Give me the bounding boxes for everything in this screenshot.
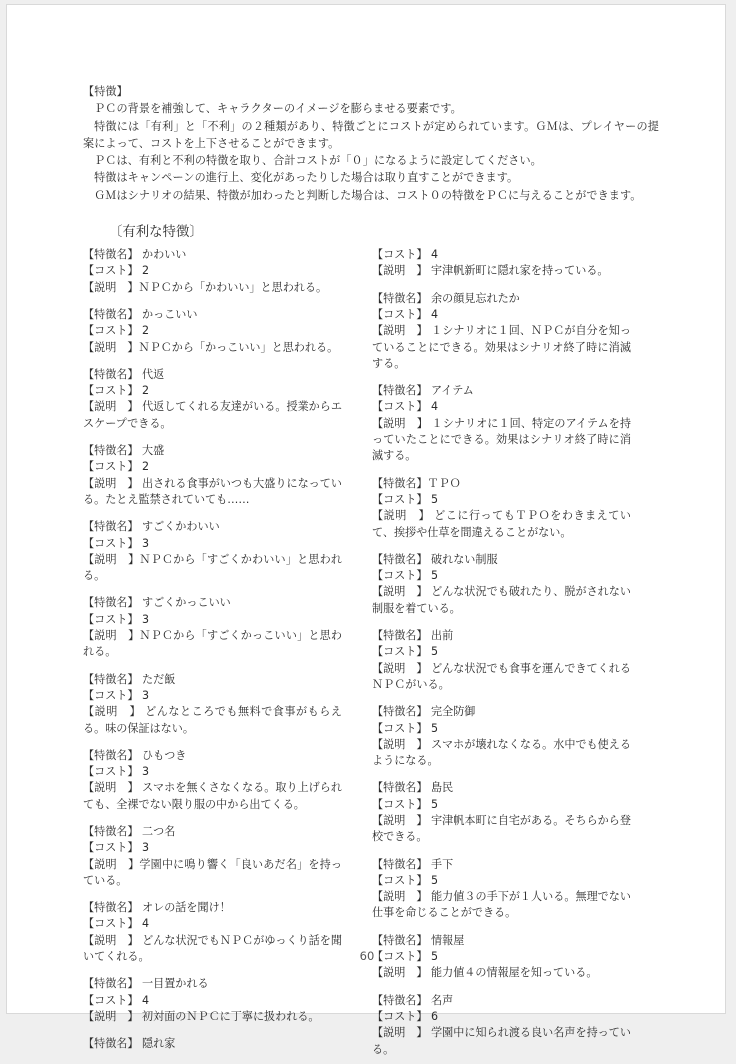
feature-name xyxy=(372,933,631,949)
feature-cost-value: 5 xyxy=(431,950,439,964)
feature-cost-label: 【コスト】 xyxy=(83,688,142,702)
feature-desc-value: ＮＰＣから「すごくかわいい」と思われる。 xyxy=(83,552,342,583)
feature-name-label: 【特徴名】 xyxy=(372,933,431,947)
feature-name xyxy=(83,900,342,916)
feature-cost-label: 【コスト】 xyxy=(83,993,142,1007)
feature-desc-label: 【説明 】 xyxy=(372,966,431,980)
feature-cost-label: 【コスト】 xyxy=(372,645,431,659)
feature-name xyxy=(83,519,342,535)
feature-cost xyxy=(372,873,631,889)
feature-desc xyxy=(372,661,631,694)
feature-cost-value: 3 xyxy=(142,536,150,550)
feature-desc xyxy=(372,323,631,372)
feature-cost xyxy=(372,721,631,737)
feature-cost-value: 5 xyxy=(431,721,439,735)
feature-entry xyxy=(372,993,631,1058)
feature-name xyxy=(83,748,342,764)
feature-desc xyxy=(372,1025,631,1058)
feature-cost xyxy=(372,307,631,323)
feature-name xyxy=(372,383,631,399)
feature-desc xyxy=(83,280,342,296)
feature-name xyxy=(83,1036,342,1052)
feature-cost-value: 4 xyxy=(431,307,439,321)
feature-cost-value: 2 xyxy=(142,324,150,338)
feature-cost-value: 5 xyxy=(431,569,439,583)
feature-name xyxy=(372,780,631,796)
feature-desc-label: 【説明 】 xyxy=(83,629,140,643)
feature-entry xyxy=(83,824,342,889)
feature-desc-value: スマホを無くさなくなる。取り上げられても、全裸でない限り服の中から出てくる。 xyxy=(83,781,343,811)
feature-desc xyxy=(83,340,342,356)
feature-entry xyxy=(372,857,631,922)
feature-name-label: 【特徴名】 xyxy=(83,1037,142,1051)
feature-cost-label: 【コスト】 xyxy=(372,307,431,321)
feature-cost-label: 【コスト】 xyxy=(83,917,142,931)
feature-desc-label: 【説明 】 xyxy=(372,264,431,278)
feature-cost-label: 【コスト】 xyxy=(372,1009,431,1023)
feature-desc-value: １シナリオに１回、ＮＰＣが自分を知っていることにできる。効果はシナリオ終了時に消滅する。 xyxy=(372,324,631,370)
feature-cost xyxy=(372,568,631,584)
feature-desc-value: ＮＰＣから「かっこいい」と思われる。 xyxy=(138,340,339,354)
feature-cost xyxy=(372,797,631,813)
feature-desc-value: どんな状況でもＮＰＣがゆっくり話を聞いてくれる。 xyxy=(83,933,342,964)
feature-cost xyxy=(83,383,342,399)
feature-name-value: 手下 xyxy=(431,857,454,871)
feature-name xyxy=(83,367,342,383)
feature-name-value: アイテム xyxy=(431,384,474,398)
feature-name-label: 【特徴名】 xyxy=(83,901,142,915)
feature-name-label: 【特徴名】 xyxy=(372,993,431,1007)
feature-name xyxy=(372,993,631,1009)
feature-desc xyxy=(372,889,631,922)
feature-cost-value: 3 xyxy=(142,841,150,855)
feature-name-label: 【特徴名】 xyxy=(83,672,142,686)
feature-desc xyxy=(83,552,342,585)
feature-desc-value: ＮＰＣから「かわいい」と思われる。 xyxy=(138,280,328,294)
feature-desc-label: 【説明 】 xyxy=(83,552,140,566)
feature-cost xyxy=(83,536,342,552)
feature-entry xyxy=(372,291,631,372)
feature-name-label: 【特徴名】 xyxy=(83,520,142,534)
feature-name-label: 【特徴名】 xyxy=(372,384,431,398)
feature-name-label: 【特徴名】 xyxy=(372,705,431,719)
feature-cost-value: 5 xyxy=(431,797,439,811)
feature-name-label: 【特徴名】 xyxy=(83,977,142,991)
feature-cost-value: 6 xyxy=(431,1009,439,1023)
intro-paragraph-3: ＰＣは、有利と不利の特徴を取り、合計コストが「０」になるように設定してください。 xyxy=(94,154,542,168)
feature-cost xyxy=(83,840,342,856)
feature-cost-value: 3 xyxy=(142,688,150,702)
feature-entry xyxy=(83,595,342,660)
feature-name xyxy=(83,824,342,840)
feature-name-label: 【特徴名】 xyxy=(372,552,431,566)
intro-paragraph-4: 特徴はキャンペーンの進行上、変化があったりした場合は取り直すことができます。 xyxy=(94,171,519,185)
feature-name-value: すごくかっこいい xyxy=(142,596,231,610)
feature-cost xyxy=(83,993,342,1009)
feature-desc-label: 【説明 】 xyxy=(83,340,139,354)
feature-name-value: すごくかわいい xyxy=(142,520,220,534)
feature-desc-value: 宇津帆新町に隠れ家を持っている。 xyxy=(431,264,609,278)
feature-entry xyxy=(83,672,342,737)
feature-name-value: 完全防御 xyxy=(431,705,476,719)
feature-name-label: 【特徴名】 xyxy=(83,824,142,838)
feature-name xyxy=(372,552,631,568)
feature-name-label: 【特徴名】 xyxy=(83,248,142,262)
intro-paragraph-1: ＰＣの背景を補強して、キャラクターのイメージを膨らませる要素です。 xyxy=(94,102,462,116)
feature-name-value: 二つ名 xyxy=(142,824,176,838)
feature-desc xyxy=(372,508,631,541)
column-right xyxy=(372,247,631,1063)
feature-cost xyxy=(83,764,342,780)
feature-cost-value: 5 xyxy=(431,492,439,506)
feature-cost-value: 2 xyxy=(142,264,150,278)
feature-desc xyxy=(372,584,631,617)
feature-cost-label: 【コスト】 xyxy=(83,324,142,338)
feature-name-label: 【特徴名】 xyxy=(83,444,142,458)
feature-name-value: 隠れ家 xyxy=(142,1037,176,1051)
feature-cost-label: 【コスト】 xyxy=(83,536,142,550)
two-column-body xyxy=(83,247,659,1063)
feature-desc-value: どこに行ってもＴＰＯをわきまえていて、挨拶や仕草を間違えることがない。 xyxy=(372,509,631,539)
feature-desc-label: 【説明 】 xyxy=(372,1026,432,1040)
feature-desc xyxy=(372,965,631,981)
feature-name-value: 一目置かれる xyxy=(142,977,209,991)
feature-desc-value: どんな状況でも食事を運んできてくれるＮＰＣがいる。 xyxy=(372,661,631,691)
feature-name-value: かわいい xyxy=(142,248,187,262)
intro-paragraph-5: ＧＭはシナリオの結果、特徴が加わったと判断した場合は、コスト０の特徴をＰＣに与えることができます。 xyxy=(94,188,642,202)
feature-name-value: 出前 xyxy=(431,629,454,643)
feature-name-value: ＴＰＯ xyxy=(427,476,461,490)
feature-entry xyxy=(83,519,342,584)
feature-name xyxy=(83,307,342,323)
feature-desc-value: 宇津帆本町に自宅がある。そちらから登校できる。 xyxy=(372,813,631,844)
feature-desc-value: ＮＰＣから「すごくかっこいい」と思われる。 xyxy=(83,629,342,659)
document-page xyxy=(6,4,726,1056)
feature-name xyxy=(83,976,342,992)
feature-cost xyxy=(83,916,342,932)
feature-cost-label: 【コスト】 xyxy=(83,384,142,398)
feature-entry xyxy=(372,383,631,464)
feature-desc-value: 代返してくれる友達がいる。授業からエスケープできる。 xyxy=(83,400,342,430)
page-content xyxy=(83,83,659,1064)
feature-entry xyxy=(372,476,631,541)
feature-name-value: 島民 xyxy=(431,781,454,795)
feature-name-label: 【特徴名】 xyxy=(372,629,431,643)
feature-desc-label: 【説明 】 xyxy=(372,324,432,338)
feature-desc xyxy=(83,704,342,737)
feature-entry xyxy=(372,552,631,617)
feature-desc xyxy=(372,263,631,279)
feature-name-label: 【特徴名】 xyxy=(372,857,431,871)
page-number: 60 xyxy=(359,949,375,963)
feature-cost xyxy=(372,644,631,660)
feature-cost-label: 【コスト】 xyxy=(83,841,142,855)
feature-cost-value: 3 xyxy=(142,765,150,779)
feature-desc xyxy=(83,780,342,813)
feature-desc xyxy=(83,1009,342,1025)
feature-desc-value: 能力値３の手下が１人いる。無理でない仕事を命じることができる。 xyxy=(372,890,631,920)
feature-cost-value: 5 xyxy=(431,873,439,887)
feature-cost xyxy=(372,399,631,415)
feature-entry-fragment xyxy=(83,1036,342,1052)
feature-desc xyxy=(372,416,631,465)
feature-cost-label: 【コスト】 xyxy=(372,950,431,964)
feature-name-value: 大盛 xyxy=(142,444,165,458)
feature-desc-value: 出される食事がいつも大盛りになっている。たとえ監禁されていても…… xyxy=(83,476,342,506)
feature-entry xyxy=(372,628,631,693)
feature-cost-label: 【コスト】 xyxy=(83,264,142,278)
intro-paragraph-2: 特徴には「有利」と「不利」の２種類があり、特徴ごとにコストが定められています。ＧＭは、プレイヤーの提案によって、コストを上下させることができます。 xyxy=(83,119,659,150)
feature-entry xyxy=(372,780,631,845)
feature-cost xyxy=(83,263,342,279)
feature-entry xyxy=(83,443,342,508)
feature-name-value: 破れない制服 xyxy=(431,552,498,566)
feature-entry xyxy=(83,307,342,356)
feature-desc-value: 学園中に鳴り響く「良いあだ名」を持っている。 xyxy=(83,857,342,887)
feature-name-label: 【特徴名】 xyxy=(83,367,142,381)
feature-name xyxy=(372,704,631,720)
intro-heading: 【特徴】 xyxy=(83,85,128,98)
feature-name-label: 【特徴名】 xyxy=(83,596,142,610)
feature-cost xyxy=(372,247,631,263)
feature-desc-value: どんなところでも無料で食事がもらえる。味の保証はない。 xyxy=(83,705,342,735)
feature-entry-fragment xyxy=(372,247,631,280)
feature-desc-value: 学園中に知られ渡る良い名声を持っている。 xyxy=(372,1026,631,1056)
feature-entry xyxy=(83,976,342,1025)
feature-desc-value: スマホが壊れなくなる。水中でも使えるようになる。 xyxy=(372,737,632,768)
feature-cost-value: 4 xyxy=(142,993,150,1007)
feature-desc-label: 【説明 】 xyxy=(372,813,432,827)
feature-cost-label: 【コスト】 xyxy=(372,400,431,414)
feature-cost-label: 【コスト】 xyxy=(83,612,142,626)
section-title: 〔有利な特徴〕 xyxy=(109,225,203,241)
feature-entry xyxy=(83,748,342,813)
feature-desc-value: 能力値４の情報屋を知っている。 xyxy=(431,966,598,980)
feature-desc xyxy=(83,476,342,509)
feature-cost-label: 【コスト】 xyxy=(372,873,431,887)
feature-desc xyxy=(83,399,342,432)
feature-name-label: 【特徴名】 xyxy=(372,291,431,305)
feature-cost xyxy=(372,492,631,508)
feature-cost xyxy=(372,1009,631,1025)
feature-desc xyxy=(83,628,342,661)
feature-name-value: 情報屋 xyxy=(431,933,465,947)
feature-desc-label: 【説明 】 xyxy=(83,857,140,871)
feature-desc-value: 初対面のＮＰＣに丁寧に扱われる。 xyxy=(142,1009,320,1023)
feature-name-value: 余の顔見忘れたか xyxy=(431,291,520,305)
intro-block xyxy=(83,83,659,204)
feature-cost-label: 【コスト】 xyxy=(372,492,431,506)
feature-desc-label: 【説明 】 xyxy=(372,661,432,675)
feature-entry xyxy=(83,367,342,432)
feature-name-label: 【特徴名】 xyxy=(83,307,142,321)
feature-cost-label: 【コスト】 xyxy=(83,460,142,474)
feature-name xyxy=(83,672,342,688)
feature-desc-label: 【説明 】 xyxy=(372,416,432,430)
feature-name xyxy=(83,443,342,459)
feature-desc xyxy=(83,857,342,890)
feature-name xyxy=(372,857,631,873)
feature-name xyxy=(83,247,342,263)
feature-entry xyxy=(83,247,342,296)
feature-cost xyxy=(83,323,342,339)
feature-cost-value: 2 xyxy=(142,460,150,474)
feature-name-value: ひもつき xyxy=(142,748,187,762)
feature-desc-label: 【説明 】 xyxy=(83,476,143,490)
feature-cost xyxy=(83,688,342,704)
feature-name-value: オレの話を聞け！ xyxy=(142,901,231,915)
feature-desc-label: 【説明 】 xyxy=(83,933,143,947)
feature-cost-label: 【コスト】 xyxy=(372,721,431,735)
feature-desc-value: １シナリオに１回、特定のアイテムを持っていたことにできる。効果はシナリオ終了時に消滅する。 xyxy=(372,416,631,463)
feature-cost-label: 【コスト】 xyxy=(372,248,431,262)
feature-entry xyxy=(372,704,631,769)
feature-name xyxy=(83,595,342,611)
feature-desc-value: どんな状況でも破れたり、脱がされない制服を着ている。 xyxy=(372,585,631,615)
feature-cost-value: 5 xyxy=(431,645,439,659)
feature-desc xyxy=(372,737,631,770)
feature-cost xyxy=(83,459,342,475)
feature-name xyxy=(372,291,631,307)
feature-cost-value: 3 xyxy=(142,612,150,626)
feature-name-label: 【特徴名】 xyxy=(372,476,428,490)
feature-name-label: 【特徴名】 xyxy=(372,781,431,795)
feature-name-value: かっこいい xyxy=(142,307,198,321)
feature-cost-value: 4 xyxy=(431,400,439,414)
feature-desc-label: 【説明 】 xyxy=(83,1009,142,1023)
feature-desc-label: 【説明 】 xyxy=(372,509,435,523)
feature-cost-value: 4 xyxy=(431,248,439,262)
feature-cost xyxy=(83,612,342,628)
feature-cost-label: 【コスト】 xyxy=(83,765,142,779)
feature-name xyxy=(372,628,631,644)
feature-desc-label: 【説明 】 xyxy=(372,585,432,599)
feature-name-label: 【特徴名】 xyxy=(83,748,142,762)
feature-name xyxy=(372,476,631,492)
feature-cost-value: 4 xyxy=(142,917,150,931)
feature-desc-label: 【説明 】 xyxy=(83,705,146,719)
feature-cost-label: 【コスト】 xyxy=(372,797,431,811)
feature-name-value: 代返 xyxy=(142,367,165,381)
feature-name-value: 名声 xyxy=(431,993,454,1007)
feature-desc-label: 【説明 】 xyxy=(83,280,139,294)
feature-desc-label: 【説明 】 xyxy=(83,400,143,414)
feature-desc xyxy=(372,813,631,846)
feature-desc-label: 【説明 】 xyxy=(372,890,432,904)
feature-cost-label: 【コスト】 xyxy=(372,569,431,583)
feature-cost-value: 2 xyxy=(142,384,150,398)
column-left xyxy=(83,247,342,1063)
feature-desc-label: 【説明 】 xyxy=(372,737,432,751)
feature-desc-label: 【説明 】 xyxy=(83,781,143,795)
feature-name-value: ただ飯 xyxy=(142,672,176,686)
